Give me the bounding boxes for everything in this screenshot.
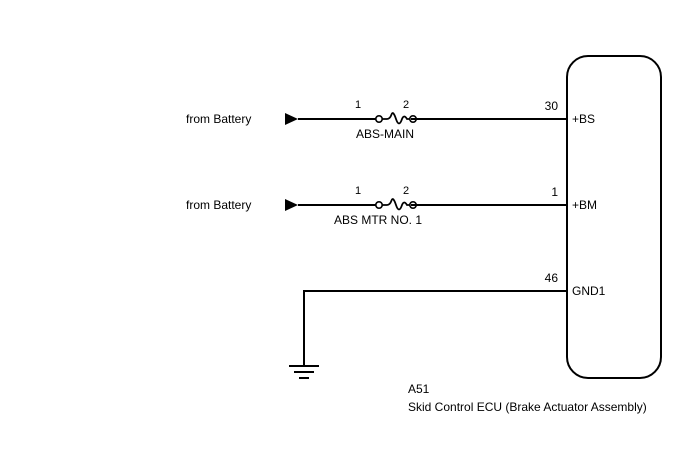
source-label-bm: from Battery (186, 198, 252, 212)
wire-gnd-vertical (303, 290, 305, 365)
ecu-box (566, 55, 662, 379)
wire-bm-left (298, 204, 376, 206)
source-label-bs: from Battery (186, 112, 252, 126)
wire-bm-right (411, 204, 568, 206)
fuse-pin-right-bm: 2 (403, 185, 410, 197)
terminal-name-gnd1: GND1 (572, 284, 606, 298)
fuse-name-abs-mtr-no1: ABS MTR NO. 1 (334, 213, 423, 227)
flow-arrow-bm (285, 199, 298, 211)
pin-number-bs: 30 (544, 99, 558, 113)
wire-bs-left (298, 118, 376, 120)
wire-bs-right (411, 118, 568, 120)
ecu-code-label: A51 (408, 382, 430, 396)
fuse-pin-right-bs: 2 (403, 99, 410, 111)
terminal-name-bs: +BS (572, 112, 596, 126)
ground-symbol (284, 362, 324, 389)
flow-arrow-bs (285, 113, 298, 125)
ecu-description-label: Skid Control ECU (Brake Actuator Assembly) (408, 400, 647, 414)
fuse-pin-left-bm: 1 (355, 185, 362, 197)
terminal-name-bm: +BM (572, 198, 598, 212)
fuse-name-abs-main: ABS-MAIN (356, 127, 415, 141)
wire-gnd-horizontal (303, 290, 568, 292)
pin-number-bm: 1 (551, 185, 558, 199)
pin-number-gnd1: 46 (544, 271, 558, 285)
fuse-pin-left-bs: 1 (355, 99, 362, 111)
